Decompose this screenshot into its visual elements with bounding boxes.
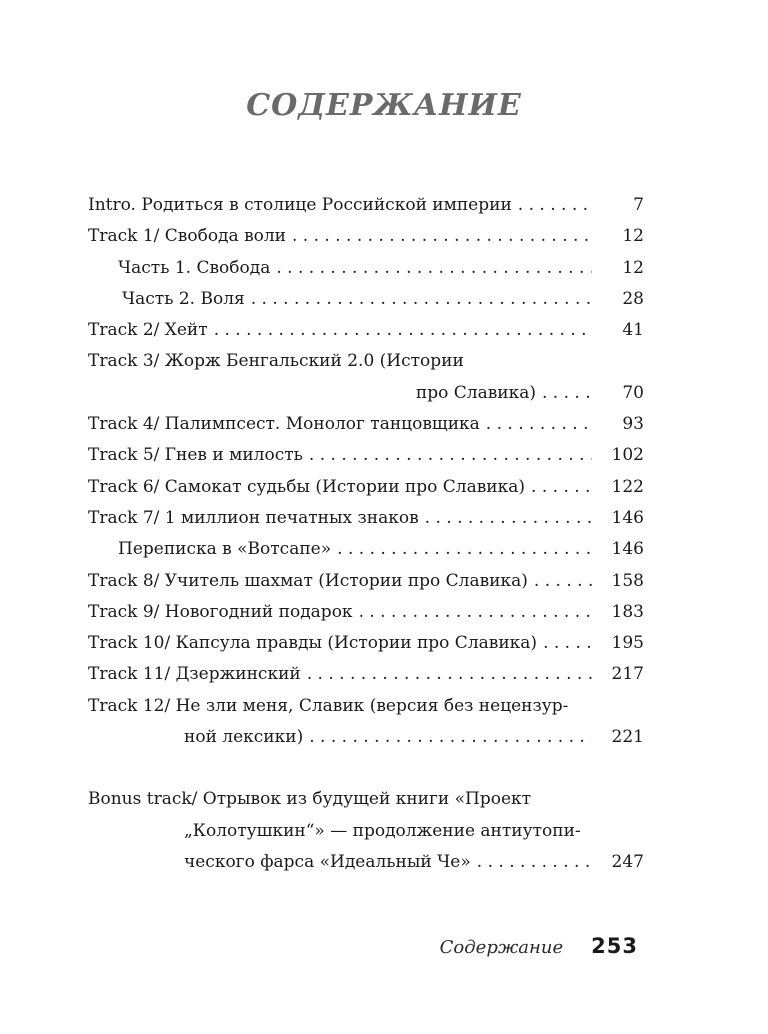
toc-entry-title: Track 6/ Самокат судьбы (Истории про Славика) xyxy=(88,476,526,497)
toc-entry-track-9[interactable] xyxy=(88,597,644,628)
toc-entry-track-1[interactable] xyxy=(88,221,644,252)
toc-entry-track-5[interactable] xyxy=(88,440,644,471)
toc-entry-page: 183 xyxy=(611,601,644,622)
toc-entry-title: Track 3/ Жорж Бенгальский 2.0 (Истории xyxy=(88,351,464,372)
toc-entry-page: 195 xyxy=(611,633,644,654)
page-footer xyxy=(440,934,638,958)
toc-entry-title: Track 4/ Палимпсест. Монолог танцовщика xyxy=(88,414,480,435)
dot-leader xyxy=(543,628,592,659)
toc-entry-title: Track 11/ Дзержинский xyxy=(88,664,301,685)
dot-leader xyxy=(542,378,592,409)
toc-entry-track-3[interactable] xyxy=(88,346,644,377)
page-number: 253 xyxy=(591,934,638,958)
toc-entry-page: 28 xyxy=(622,288,644,309)
toc-entry-title-cont: ческого фарса «Идеальный Че» xyxy=(184,851,471,872)
toc-entry-page: 102 xyxy=(611,445,644,466)
toc-entry-bonus[interactable] xyxy=(88,784,644,815)
toc-entry-page: 93 xyxy=(622,414,644,435)
toc-entry-track-12-cont[interactable] xyxy=(88,722,644,753)
dot-leader xyxy=(477,847,592,878)
dot-leader xyxy=(425,503,592,534)
toc-entry-track-8[interactable] xyxy=(88,566,644,597)
toc-entry-page: 146 xyxy=(611,507,644,528)
toc-entry-title-cont: „Колотушкин“» — продолжение антиутопи- xyxy=(184,820,581,841)
dot-leader xyxy=(251,284,592,315)
running-header-section: Содержание xyxy=(439,937,564,958)
toc-entry-track-12[interactable] xyxy=(88,691,644,722)
toc-entry-title: Переписка в «Вотсапе» xyxy=(118,539,332,560)
toc-entry-page: 221 xyxy=(611,727,644,748)
toc-entry-title: Часть 1. Свобода xyxy=(118,257,271,278)
toc-entry-intro[interactable] xyxy=(88,190,644,221)
toc-entry-title: Часть 2. Воля xyxy=(122,288,245,309)
dot-leader xyxy=(534,566,592,597)
dot-leader xyxy=(309,722,592,753)
toc-entry-page: 41 xyxy=(622,320,644,341)
toc-entry-title: Track 9/ Новогодний подарок xyxy=(88,601,353,622)
toc-entry-page: 12 xyxy=(622,226,644,247)
toc-entry-title: Track 10/ Капсула правды (Истории про Славика) xyxy=(88,633,538,654)
toc-entry-page: 247 xyxy=(611,851,644,872)
toc-entry-title: Track 7/ 1 миллион печатных знаков xyxy=(88,507,419,528)
toc-entry-title: Track 5/ Гнев и милость xyxy=(88,445,303,466)
toc-entry-title: Bonus track/ Отрывок из будущей книги «Проект xyxy=(88,789,532,810)
toc-entry-bonus-cont-2[interactable] xyxy=(88,847,644,878)
toc-entry-bonus-cont-1[interactable] xyxy=(88,816,644,847)
toc-entry-title-cont: про Славика) xyxy=(415,382,536,403)
toc-entry-track-6[interactable] xyxy=(88,472,644,503)
toc-entry-track-3-cont[interactable] xyxy=(88,378,644,409)
dot-leader xyxy=(276,253,592,284)
toc-entry-track-10[interactable] xyxy=(88,628,644,659)
toc-entry-title: Track 2/ Хейт xyxy=(88,320,208,341)
dot-leader xyxy=(359,597,592,628)
toc-entry-track-2[interactable] xyxy=(88,315,644,346)
toc-entry-page: 12 xyxy=(622,257,644,278)
page-title: СОДЕРЖАНИЕ xyxy=(246,88,522,123)
toc-entry-part-1[interactable] xyxy=(88,253,644,284)
toc-entry-track-4[interactable] xyxy=(88,409,644,440)
toc-entry-page: 122 xyxy=(611,476,644,497)
dot-leader xyxy=(292,221,592,252)
dot-leader xyxy=(486,409,592,440)
dot-leader xyxy=(214,315,592,346)
dot-leader xyxy=(307,659,592,690)
toc-entry-page: 217 xyxy=(611,664,644,685)
dot-leader xyxy=(518,190,592,221)
toc-entry-page: 158 xyxy=(611,570,644,591)
toc-entry-page: 146 xyxy=(611,539,644,560)
toc-entry-part-2[interactable] xyxy=(88,284,644,315)
dot-leader xyxy=(337,534,592,565)
toc-entry-correspondence[interactable] xyxy=(88,534,644,565)
toc-entry-title: Track 12/ Не зли меня, Славик (версия без нецензур- xyxy=(88,695,569,716)
toc-entry-page: 7 xyxy=(633,195,644,215)
toc-entry-title: Track 1/ Свобода воли xyxy=(88,226,286,247)
dot-leader xyxy=(309,440,592,471)
toc-entry-title: Track 8/ Учитель шахмат (Истории про Славика) xyxy=(88,570,528,591)
toc-entry-track-7[interactable] xyxy=(88,503,644,534)
dot-leader xyxy=(531,472,592,503)
toc-entry-title: Intro. Родиться в столице Российской империи xyxy=(88,195,512,215)
toc-entry-page: 70 xyxy=(622,382,644,403)
toc-entry-title-cont: ной лексики) xyxy=(184,727,304,748)
toc-entry-track-11[interactable] xyxy=(88,659,644,690)
table-of-contents xyxy=(88,190,644,878)
